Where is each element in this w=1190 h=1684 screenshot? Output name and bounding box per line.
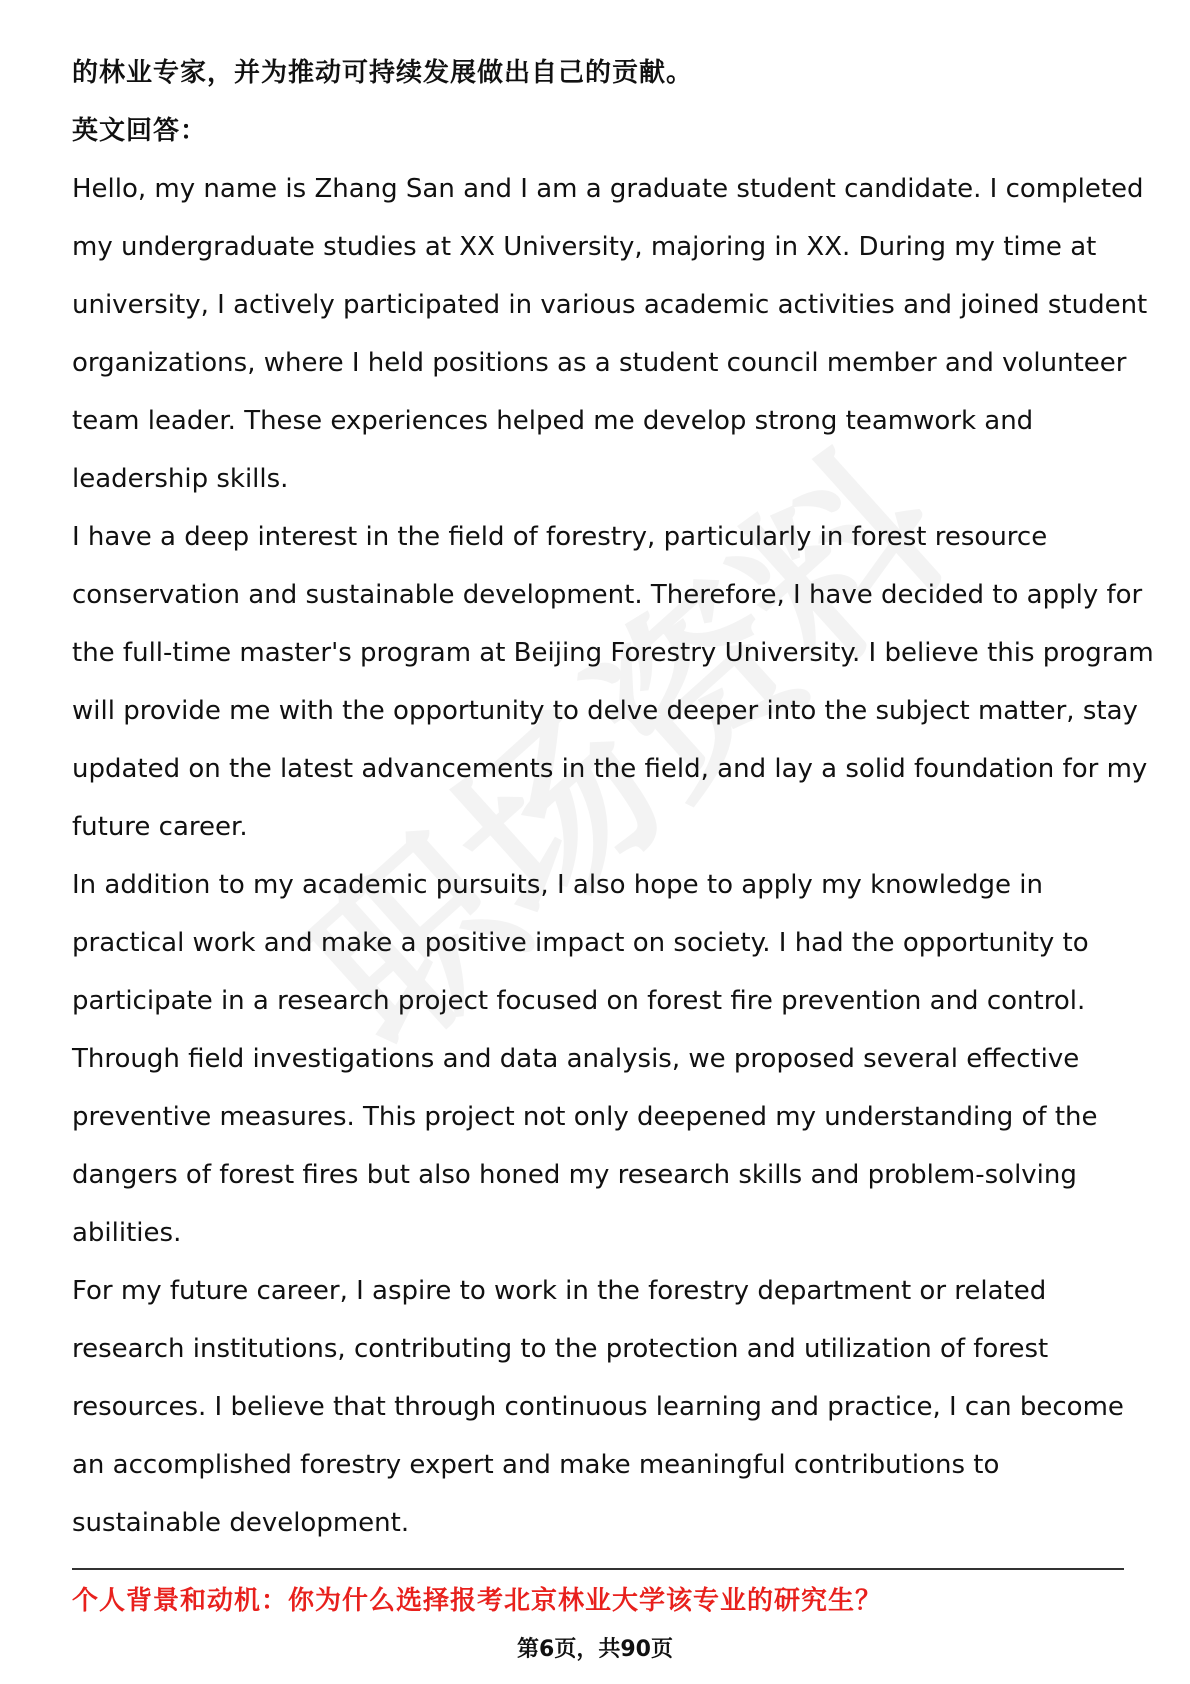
next-question-heading: 个人背景和动机：你为什么选择报考北京林业大学该专业的研究生？ <box>72 1586 883 1616</box>
text-line: preventive measures. This project not only deepened my understanding of the <box>72 1102 1098 1132</box>
text-line: updated on the latest advancements in the field, and lay a solid foundation for my <box>72 754 1148 784</box>
answer-body <box>72 44 1154 1552</box>
text-line: university, I actively participated in various academic activities and joined student <box>72 290 1148 320</box>
section-divider <box>72 1568 1124 1570</box>
text-line: will provide me with the opportunity to delve deeper into the subject matter, stay <box>72 696 1138 726</box>
text-line: For my future career, I aspire to work in the forestry department or related <box>72 1276 1047 1306</box>
text-line: abilities. <box>72 1218 182 1248</box>
text-line: Through field investigations and data analysis, we proposed several effective <box>72 1044 1080 1074</box>
page-number-footer: 第6页，共90页 <box>517 1637 673 1662</box>
text-line-chinese-closing: 的林业专家，并为推动可持续发展做出自己的贡献。 <box>72 58 694 88</box>
text-line: dangers of forest fires but also honed my research skills and problem-solving <box>72 1160 1077 1190</box>
text-line: sustainable development. <box>72 1508 410 1538</box>
text-line: leadership skills. <box>72 464 289 494</box>
text-line: Hello, my name is Zhang San and I am a graduate student candidate. I completed <box>72 174 1144 204</box>
text-line: practical work and make a positive impact on society. I had the opportunity to <box>72 928 1089 958</box>
text-line: I have a deep interest in the field of forestry, particularly in forest resource <box>72 522 1048 552</box>
text-line: team leader. These experiences helped me develop strong teamwork and <box>72 406 1034 436</box>
text-line: future career. <box>72 812 248 842</box>
text-line: In addition to my academic pursuits, I also hope to apply my knowledge in <box>72 870 1043 900</box>
text-line: an accomplished forestry expert and make meaningful contributions to <box>72 1450 1000 1480</box>
text-line: organizations, where I held positions as a student council member and volunteer <box>72 348 1127 378</box>
english-answer-heading: 英文回答： <box>72 116 208 146</box>
text-line: research institutions, contributing to the protection and utilization of forest <box>72 1334 1049 1364</box>
text-line: the full-time master's program at Beijing Forestry University. I believe this program <box>72 638 1154 668</box>
text-line: my undergraduate studies at XX University, majoring in XX. During my time at <box>72 232 1097 262</box>
text-line: conservation and sustainable development. Therefore, I have decided to apply for <box>72 580 1143 610</box>
text-line: participate in a research project focused on forest fire prevention and control. <box>72 986 1086 1016</box>
text-line: resources. I believe that through continuous learning and practice, I can become <box>72 1392 1124 1422</box>
